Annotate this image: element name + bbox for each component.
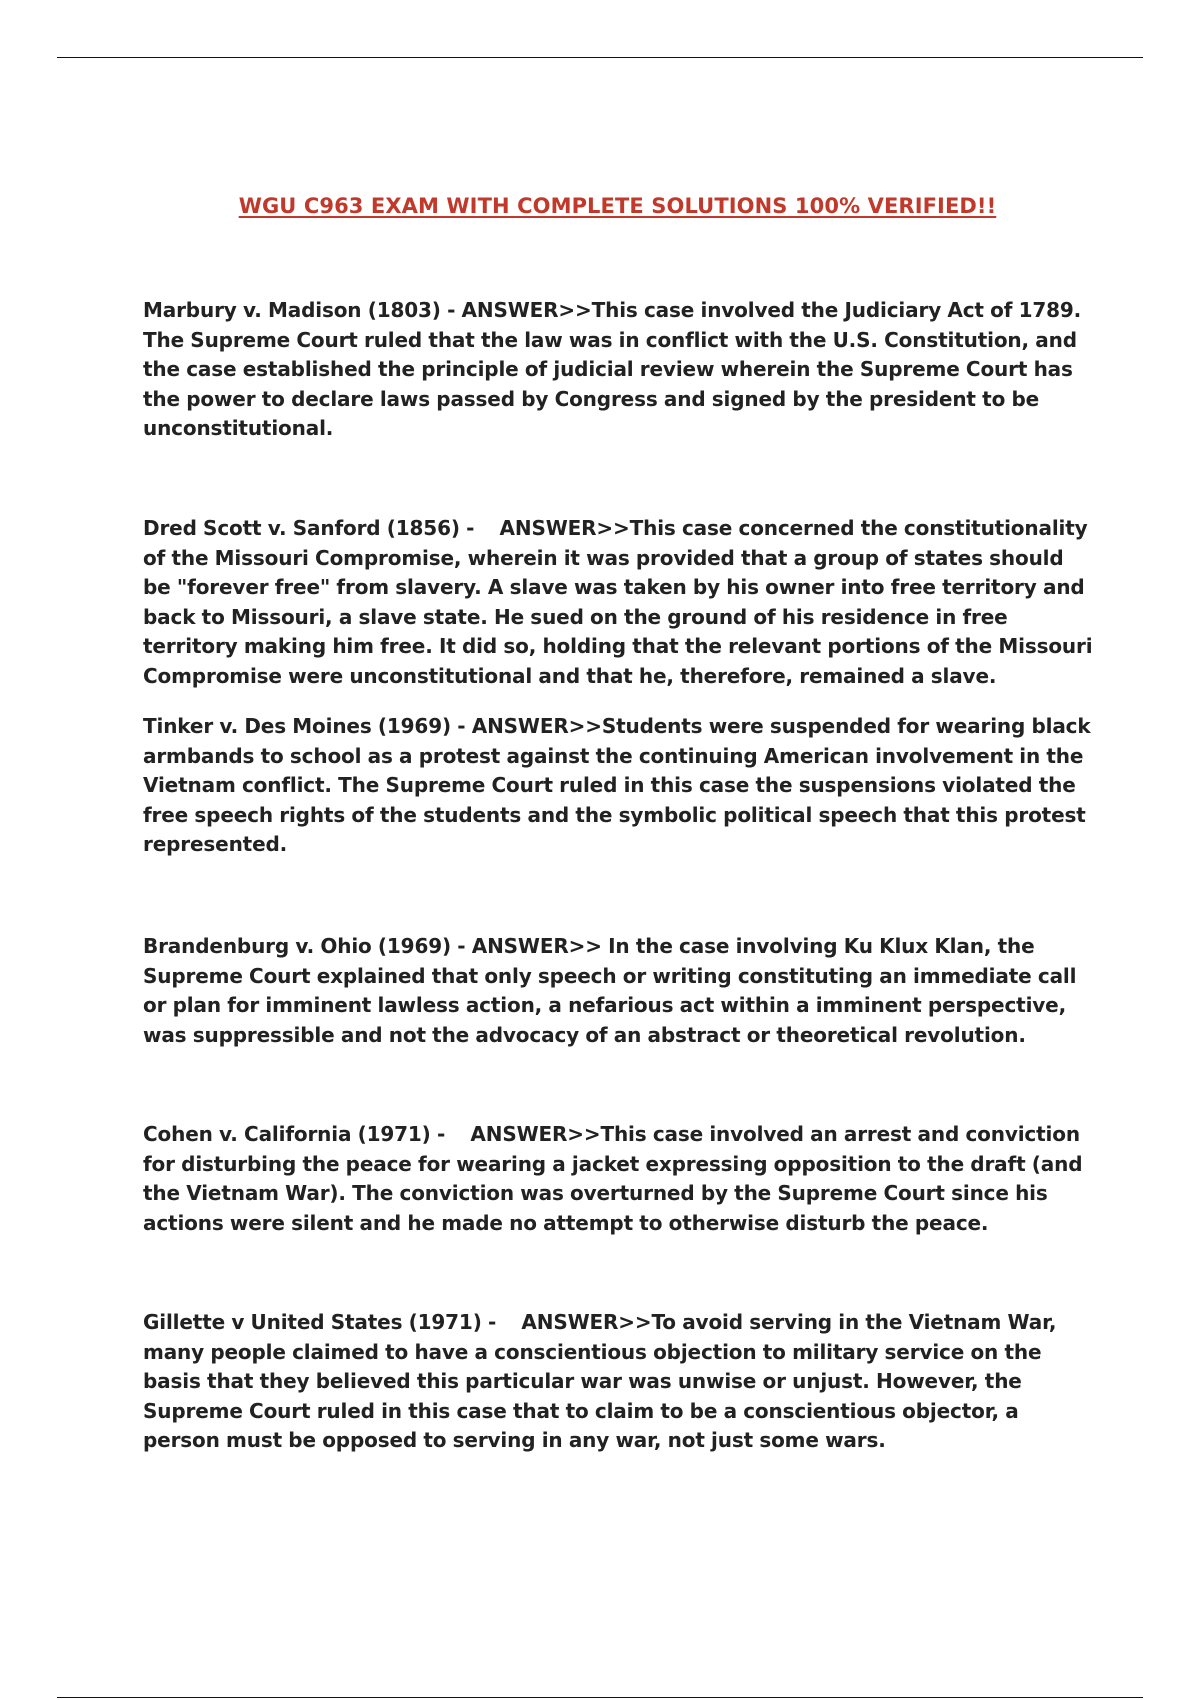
separator: - xyxy=(440,298,462,322)
bottom-rule xyxy=(57,1697,1143,1698)
separator: - xyxy=(481,1310,522,1334)
answer-text: This case involved the Judiciary Act of 1789. The Supreme Court ruled that the law was in conflict with the U.S. Constitution, and the case established the principle of judicial review wherein the Supreme Court has the power to declare laws passed by Congress and signed by the president to be unconstitutional. xyxy=(143,298,1082,440)
case-name: Gillette v United States (1971) xyxy=(143,1310,482,1334)
document-title: WGU C963 EXAM WITH COMPLETE SOLUTIONS 100% VERIFIED!! xyxy=(238,194,997,218)
case-name: Brandenburg v. Ohio (1969) xyxy=(143,934,451,958)
qa-entry-brandenburg xyxy=(143,932,1093,1050)
answer-text: This case concerned the constitutionality of the Missouri Compromise, wherein it was provided that a group of states should be "forever free" from slavery. A slave was taken by his owner into free territory and back to Missouri, a slave state. He sued on the ground of his residence in free territory making him free. It did so, holding that the relevant portions of the Missouri Compromise were unconstitutional and that he, therefore, remained a slave. xyxy=(143,516,1093,688)
answer-text: This case involved an arrest and conviction for disturbing the peace for wearing a jacket expressing opposition to the draft (and the Vietnam War). The conviction was overturned by the Supreme Court since his actions were silent and he made no attempt to otherwise disturb the peace. xyxy=(143,1122,1083,1235)
qa-entry-dred-scott xyxy=(143,514,1093,691)
qa-entry-tinker xyxy=(143,712,1093,860)
case-name: Dred Scott v. Sanford (1856) xyxy=(143,516,460,540)
answer-marker: ANSWER>> xyxy=(461,298,592,322)
qa-entry-cohen xyxy=(143,1120,1093,1238)
separator: - xyxy=(430,1122,471,1146)
answer-marker: ANSWER>> xyxy=(499,516,630,540)
qa-entry-gillette xyxy=(143,1308,1093,1456)
separator: - xyxy=(459,516,500,540)
qa-entry-marbury xyxy=(143,296,1093,444)
case-name: Marbury v. Madison (1803) xyxy=(143,298,441,322)
separator: - xyxy=(450,714,472,738)
case-name: Cohen v. California (1971) xyxy=(143,1122,431,1146)
answer-marker: ANSWER>> xyxy=(471,934,602,958)
answer-marker: ANSWER>> xyxy=(471,714,602,738)
answer-text: In the case involving Ku Klux Klan, the Supreme Court explained that only speech or writing constituting an immediate call or plan for imminent lawless action, a nefarious act within a imminent perspective, was suppressible and not the advocacy of an abstract or theoretical revolution. xyxy=(143,934,1077,1047)
answer-marker: ANSWER>> xyxy=(470,1122,601,1146)
separator: - xyxy=(450,934,472,958)
answer-text: To avoid serving in the Vietnam War, many people claimed to have a conscientious objection to military service on the basis that they believed this particular war was unwise or unjust. However, the Supreme Court ruled in this case that to claim to be a conscientious objector, a person must be opposed to serving in any war, not just some wars. xyxy=(143,1310,1057,1452)
answer-marker: ANSWER>> xyxy=(521,1310,652,1334)
case-name: Tinker v. Des Moines (1969) xyxy=(143,714,451,738)
top-rule xyxy=(57,57,1143,58)
answer-text: Students were suspended for wearing black armbands to school as a protest against the continuing American involvement in the Vietnam conflict. The Supreme Court ruled in this case the suspensions violated the free speech rights of the students and the symbolic political speech that this protest represented. xyxy=(143,714,1091,856)
